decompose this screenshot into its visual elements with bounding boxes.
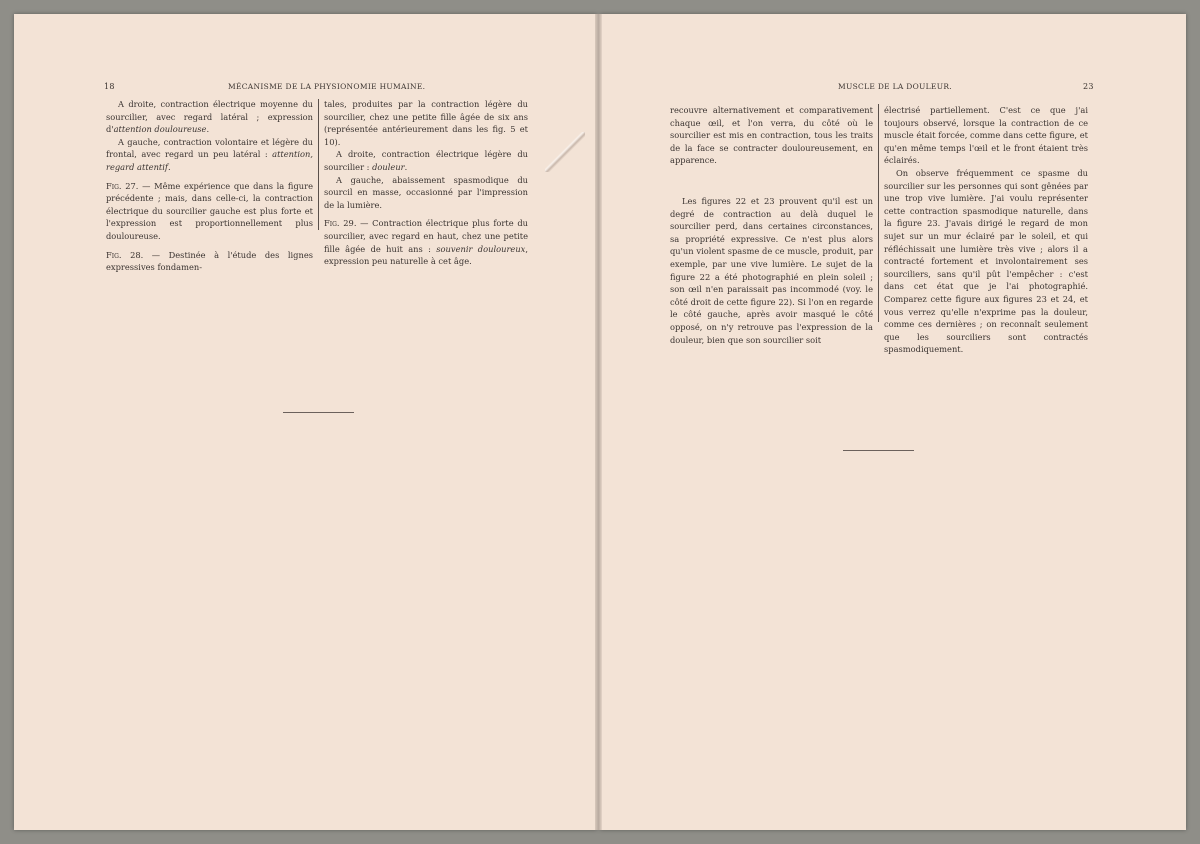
end-rule	[283, 412, 354, 413]
paper-crease	[545, 132, 585, 172]
paragraph: Les figures 22 et 23 prouvent qu'il est un degré de contraction au delà duquel le sourcilier perd, dans certaines circonstances, sa propriété expressive. Ce n'est plus alors qu'un violent spasme de ce muscle, produit, par exemple, par une vive lumière. Le sujet de la figure 22 a été photographié en plein soleil ; son œil n'en paraissait pas incommodé (voy. le côté droit de cette figure 22). Si l'on en regarde le côté gauche, après avoir masqué le côté opposé, on n'y retrouve pas l'expression de la douleur, bien que son sourcilier soit	[670, 195, 873, 345]
right-page-number: 23	[1083, 82, 1094, 91]
paragraph: A droite, contraction électrique moyenne du sourcilier, avec regard latéral ; expression d'attention douloureuse.	[106, 99, 313, 135]
paragraph: tales, produites par la contraction légère du sourcilier, chez une petite fille âgée de six ans (représentée antérieurement dans les fig. 5 et 10).	[324, 99, 528, 147]
right-column-1	[670, 104, 873, 346]
end-rule	[843, 450, 914, 451]
paragraph: électrisé partiellement. C'est ce que j'ai toujours observé, lorsque la contraction de ce muscle était forcée, comme dans cette figure, et qu'en même temps l'œil et le front étaient très éclairés.	[884, 105, 1088, 166]
paragraph: A gauche, contraction volontaire et légère du frontal, avec regard un peu latéral : attention, regard attentif.	[106, 136, 313, 172]
right-column-2	[884, 104, 1088, 356]
right-running-head: MUSCLE DE LA DOULEUR.	[838, 82, 952, 91]
left-running-head: MÉCANISME DE LA PHYSIONOMIE HUMAINE.	[228, 82, 426, 91]
paragraph: recouvre alternativement et comparativement chaque œil, et l'on verra, du côté où le sourcilier est mis en contraction, tous les traits de la face se contracter douloureusement, en apparence.	[670, 105, 873, 166]
paragraph: On observe fréquemment ce spasme du sourcilier sur les personnes qui sont gênées par une trop vive lumière. J'ai voulu représenter cette contraction spasmodique naturelle, dans la figure 23. J'avais dirigé le regard de mon sujet sur un mur éclairé par le soleil, et qui réfléchissait une lumière très vive ; alors il a contracté fortement et involontairement ses sourciliers, sans qu'il pût l'empêcher : c'est dans cet état que je l'ai photographié. Comparez cette figure aux figures 23 et 24, et vous verrez qu'elle n'exprime pas la douleur, comme ces dernières ; on reconnaît seulement que les sourciliers sont contractés spasmodiquement.	[884, 167, 1088, 355]
left-column-2	[324, 98, 528, 268]
figure-caption-28: Fig. 28. — Destinée à l'étude des lignes expressives fondamen-	[106, 249, 313, 273]
figure-caption-29: Fig. 29. — Contraction électrique plus forte du sourcilier, avec regard en haut, chez une petite fille âgée de huit ans : souvenir douloureux, expression peu naturelle à cet âge.	[324, 218, 528, 267]
paragraph: A gauche, abaissement spasmodique du sourcil en masse, occasionné par l'impression de la lumière.	[324, 174, 528, 210]
paragraph: A droite, contraction électrique légère du sourcilier : douleur.	[324, 149, 528, 172]
figure-caption-27: Fig. 27. — Même expérience que dans la figure précédente ; mais, dans celle-ci, la contraction électrique du sourcilier gauche est plus forte et l'expression est proportionnellement plus douloureuse.	[106, 180, 313, 241]
column-divider	[878, 104, 879, 322]
book-spine	[595, 14, 602, 830]
column-divider	[318, 99, 319, 230]
left-page-number: 18	[104, 82, 115, 91]
left-column-1	[106, 98, 313, 274]
